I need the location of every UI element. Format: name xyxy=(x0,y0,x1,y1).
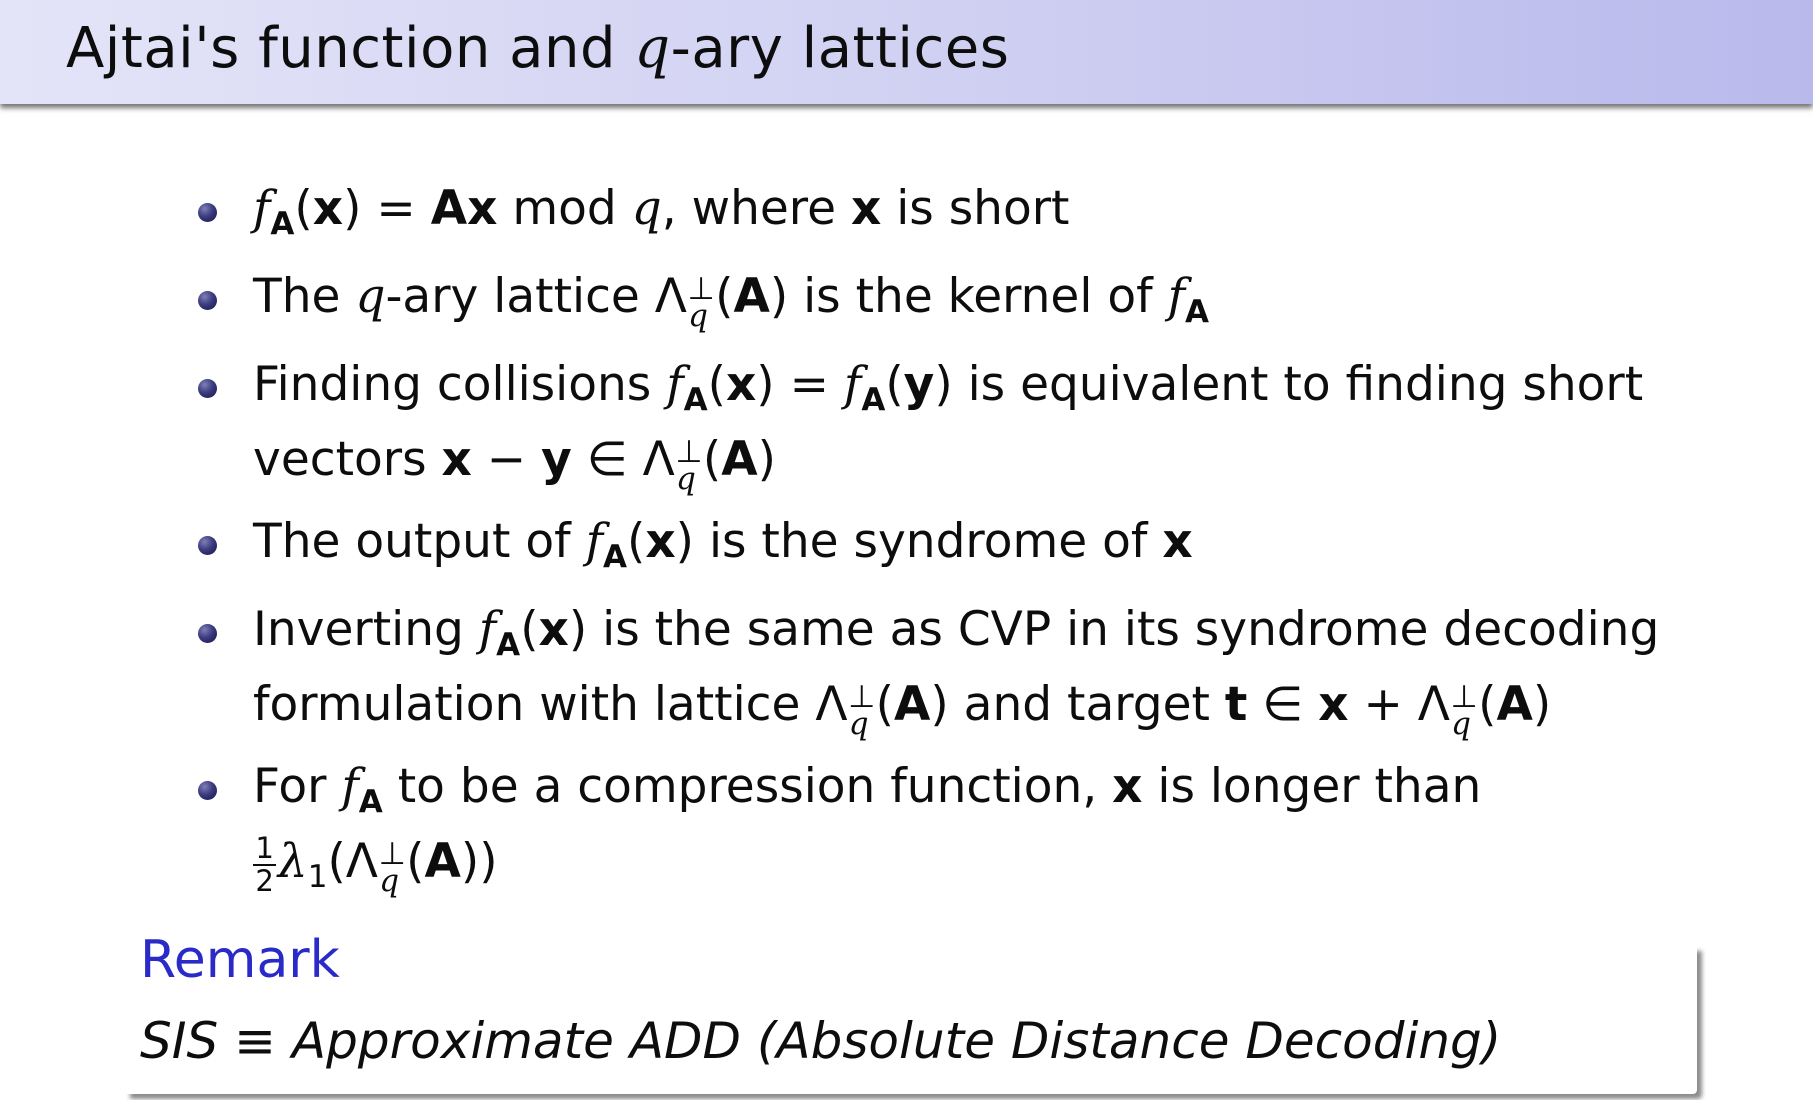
list-item: Finding collisions $f_A(x) = f_A(y)$ is equivalent to finding short vectors x − y ∈ Λ ⊥ q (A) xyxy=(195,350,1755,494)
bullet-icon xyxy=(198,291,217,310)
bullet-icon xyxy=(198,379,217,398)
bullet-icon xyxy=(198,624,217,643)
slide-title: Ajtai's function and q-ary lattices xyxy=(66,16,1010,81)
bullet-icon xyxy=(198,536,217,555)
list-item: Inverting $f_A(x)$ is the same as CVP in its syndrome decoding formulation with lattice Λ ⊥ q (A) and target t ∈ x + Λ ⊥ q (A) xyxy=(195,595,1755,739)
list-item: The output of $f_A(x)$ is the syndrome of x xyxy=(195,507,1755,582)
title-bar xyxy=(0,0,1813,104)
remark-title: Remark xyxy=(140,930,340,990)
list-item: The q-ary lattice Λ ⊥ q (A) is the kernel of $f_A$ xyxy=(195,262,1755,337)
list-item: For $f_A$ to be a compression function, x is longer than $\frac{1}{2}$ $\lambda_1(\Lambda$ ⊥ q (A)) xyxy=(195,752,1755,902)
remark-body: SIS ≡ Approximate ADD (Absolute Distance Decoding) xyxy=(140,1012,1502,1070)
bullet-icon xyxy=(198,781,217,800)
fraction: $\frac{1}{2}$ xyxy=(253,833,276,896)
bullet-icon xyxy=(198,203,217,222)
list-item: $f_A(x) = Ax$ mod q, where x is short xyxy=(195,174,1755,249)
bullet-list xyxy=(195,174,1755,915)
